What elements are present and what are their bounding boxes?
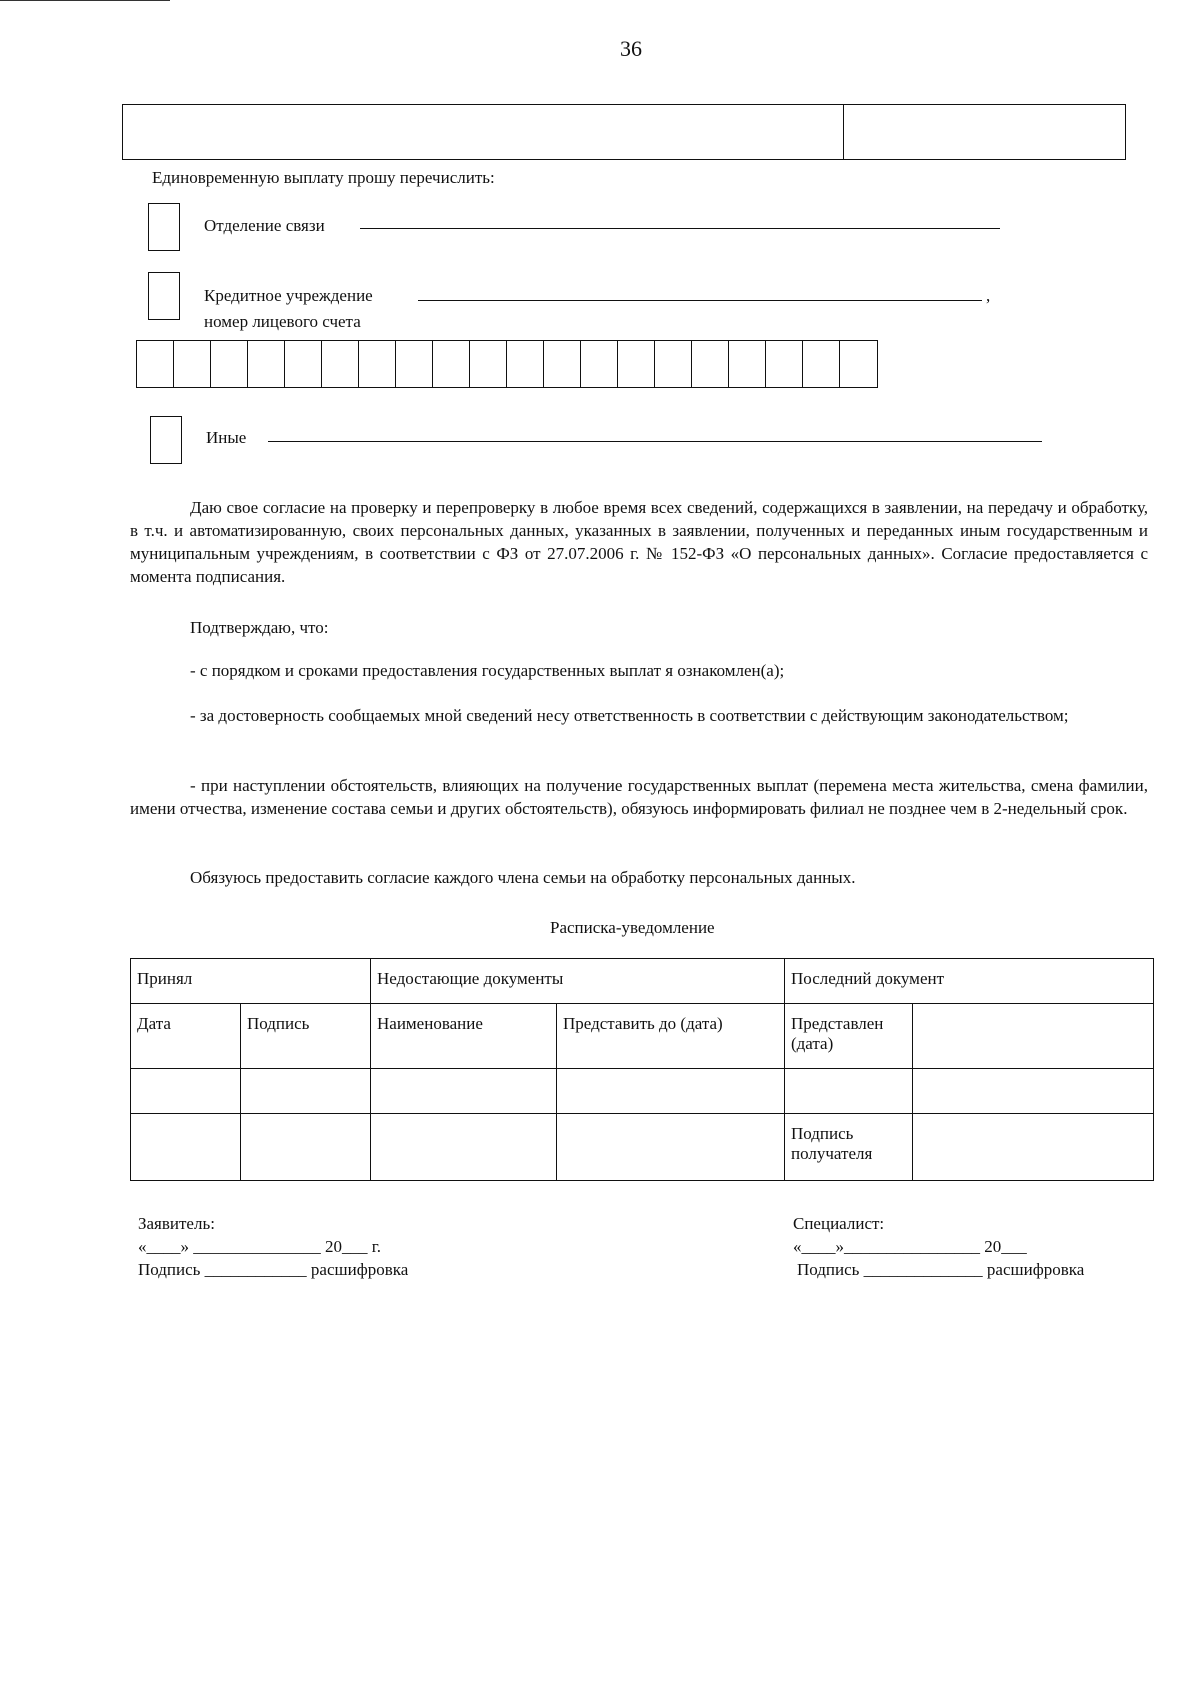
table-cell[interactable] [557, 1069, 785, 1114]
payment-heading: Единовременную выплату прошу перечислить: [152, 168, 495, 187]
account-digit-cell[interactable] [618, 341, 655, 387]
account-digit-cell[interactable] [470, 341, 507, 387]
account-digit-cell[interactable] [581, 341, 618, 387]
account-digit-cell[interactable] [174, 341, 211, 387]
account-digit-cell[interactable] [359, 341, 396, 387]
scan-edge-line [0, 0, 170, 1]
applicant-date-line[interactable]: «____» _______________ 20___ г. [138, 1237, 382, 1256]
confirm-item-3: - при наступлении обстоятельств, влияющих на получение государственных выплат (перемена места жительства, смена фамилии, имени отчества, изменение состава семьи и других обстоятельств), обязуюсь информировать филиал не позднее чем в 2-недельный срок. [130, 776, 1148, 818]
post-office-field[interactable] [360, 228, 1000, 229]
table-cell[interactable] [557, 1114, 785, 1181]
credit-institution-comma: , [986, 286, 991, 305]
accepted-header: Принял [131, 959, 371, 1004]
last-doc-header: Последний документ [785, 959, 1154, 1004]
table-row [131, 1004, 1154, 1069]
table-cell[interactable] [241, 1114, 371, 1181]
specialist-label: Специалист: [793, 1214, 885, 1233]
recipient-signature-label: Подпись получателя [785, 1114, 913, 1181]
account-digit-cell[interactable] [692, 341, 729, 387]
table-row [131, 1069, 1154, 1114]
account-digit-cell[interactable] [211, 341, 248, 387]
table-cell[interactable] [131, 1114, 241, 1181]
other-label: Иные [206, 428, 247, 447]
submit-by-header: Представить до (дата) [557, 1004, 785, 1069]
account-digit-cell[interactable] [396, 341, 433, 387]
post-office-checkbox[interactable] [148, 203, 180, 251]
page-number: 36 [620, 36, 642, 61]
specialist-date-line[interactable]: «____»________________ 20___ [793, 1237, 1027, 1256]
date-header: Дата [131, 1004, 241, 1069]
other-field[interactable] [268, 441, 1042, 442]
applicant-label: Заявитель: [138, 1214, 215, 1233]
submitted-header: Представлен (дата) [785, 1004, 913, 1069]
post-office-label: Отделение связи [204, 216, 325, 235]
receipt-table [130, 958, 1154, 1181]
account-digit-cell[interactable] [507, 341, 544, 387]
table-cell[interactable] [913, 1069, 1154, 1114]
confirm-heading: Подтверждаю, что: [190, 618, 329, 637]
account-digit-cell[interactable] [322, 341, 359, 387]
signature-header: Подпись [241, 1004, 371, 1069]
applicant-signature-line[interactable]: Подпись ____________ расшифровка [138, 1260, 409, 1279]
credit-institution-label: Кредитное учреждение [204, 286, 373, 305]
table-cell[interactable] [241, 1069, 371, 1114]
credit-institution-field[interactable] [418, 300, 982, 301]
account-digit-cell[interactable] [137, 341, 174, 387]
confirm-item-1: - с порядком и сроками предоставления государственных выплат я ознакомлен(а); [190, 661, 785, 680]
account-digit-cell[interactable] [655, 341, 692, 387]
account-digit-cell[interactable] [285, 341, 322, 387]
account-digit-cell[interactable] [433, 341, 470, 387]
table-cell[interactable] [785, 1069, 913, 1114]
account-digit-cell[interactable] [803, 341, 840, 387]
name-header: Наименование [371, 1004, 557, 1069]
specialist-signature-line[interactable]: Подпись ______________ расшифровка [797, 1260, 1085, 1279]
credit-institution-checkbox[interactable] [148, 272, 180, 320]
table-cell[interactable] [131, 1069, 241, 1114]
consent-paragraph: Даю свое согласие на проверку и перепроверку в любое время всех сведений, содержащихся в заявлении, на передачу и обработку, в т.ч. и автоматизированную, своих персональных данных, указанных в заявлении, полученных и переданных иным государственным и муниципальным учреждениям, в соответствии с ФЗ от 27.07.2006 г. № 152-ФЗ «О персональных данных». Согласие предоставляется с момента подписания. [130, 498, 1148, 586]
table-row [131, 1114, 1154, 1181]
obligation-statement: Обязуюсь предоставить согласие каждого члена семьи на обработку персональных данных. [190, 868, 856, 887]
account-digit-cell[interactable] [766, 341, 803, 387]
table-cell[interactable] [371, 1069, 557, 1114]
table-cell[interactable] [371, 1114, 557, 1181]
missing-docs-header: Недостающие документы [371, 959, 785, 1004]
account-number-cells[interactable] [136, 340, 878, 388]
table-row [131, 959, 1154, 1004]
submitted-value-cell[interactable] [913, 1004, 1154, 1069]
confirm-item-2: - за достоверность сообщаемых мной сведений несу ответственность в соответствии с действующим законодательством; [190, 706, 1069, 725]
header-box-divider [843, 105, 844, 159]
account-number-label: номер лицевого счета [204, 312, 361, 331]
account-digit-cell[interactable] [544, 341, 581, 387]
recipient-signature-cell[interactable] [913, 1114, 1154, 1181]
receipt-title: Расписка-уведомление [550, 918, 715, 937]
header-box [122, 104, 1126, 160]
account-digit-cell[interactable] [840, 341, 877, 387]
account-digit-cell[interactable] [248, 341, 285, 387]
other-checkbox[interactable] [150, 416, 182, 464]
account-digit-cell[interactable] [729, 341, 766, 387]
